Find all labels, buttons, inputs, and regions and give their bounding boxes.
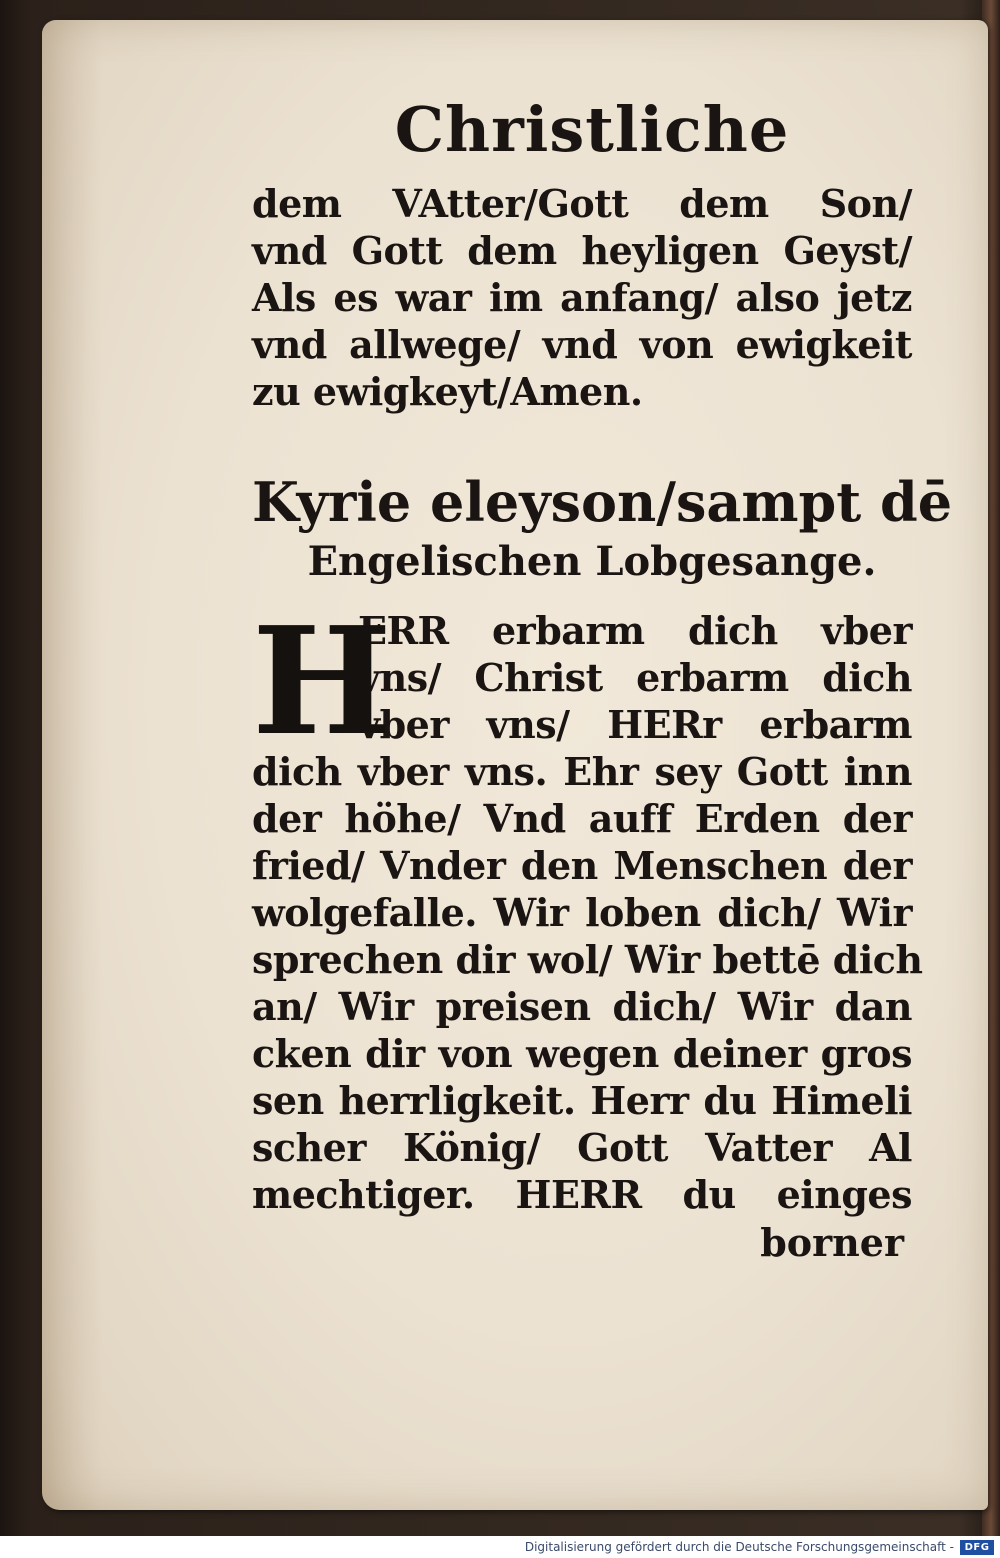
text-line: sen herrligkeit. Herr du Himeli	[252, 1078, 912, 1123]
text-line: vnd Gott dem heyligen Geyst/	[252, 228, 912, 273]
text-line: cken dir von wegen deiner gros	[252, 1031, 912, 1076]
text-line: vnd allwege/ vnd von ewigkeit	[252, 322, 912, 367]
text-line: an/ Wir preisen dich/ Wir dan	[252, 984, 912, 1029]
text-line: fried/ Vnder den Menschen der	[252, 843, 912, 888]
book-page	[42, 20, 988, 1510]
text-line: vns/ Christ erbarm dich	[358, 655, 912, 700]
doxology-block	[252, 180, 912, 415]
text-line: wolgefalle. Wir loben dich/ Wir	[252, 890, 912, 935]
section-heading: Kyrie eleyson/sampt dē	[252, 470, 953, 534]
drop-initial: H	[252, 594, 392, 768]
text-line: sprechen dir wol/ Wir bettē dich	[252, 937, 923, 982]
text-line: mechtiger. HERR du einges	[252, 1172, 912, 1217]
catchword: borner	[760, 1220, 904, 1265]
funding-credit: Digitalisierung gefördert durch die Deutsche Forschungsgemeinschaft -	[524, 1540, 954, 1554]
text-line: dem VAtter/Gott dem Son/	[252, 181, 912, 226]
text-line: Als es war im anfang/ also jetz	[252, 275, 912, 320]
page-shadow	[42, 20, 102, 1510]
dfg-logo: DFG	[960, 1540, 994, 1555]
running-head: Christliche	[394, 93, 790, 166]
section-subheading: Engelischen Lobgesange.	[307, 538, 877, 585]
text-line: scher König/ Gott Vatter Al	[252, 1125, 912, 1170]
text-line: ERR erbarm dich vber	[358, 608, 912, 653]
page-text	[252, 90, 953, 1268]
footer-bar	[0, 1536, 1000, 1558]
text-line: der höhe/ Vnd auff Erden der	[252, 796, 912, 841]
section-gap	[252, 415, 912, 469]
text-line: dich vber vns. Ehr sey Gott inn	[252, 749, 912, 794]
text-line: vber vns/ HERr erbarm	[358, 702, 912, 747]
text-line: zu ewigkeyt/Amen.	[252, 369, 643, 414]
body-paragraph	[252, 594, 923, 1268]
